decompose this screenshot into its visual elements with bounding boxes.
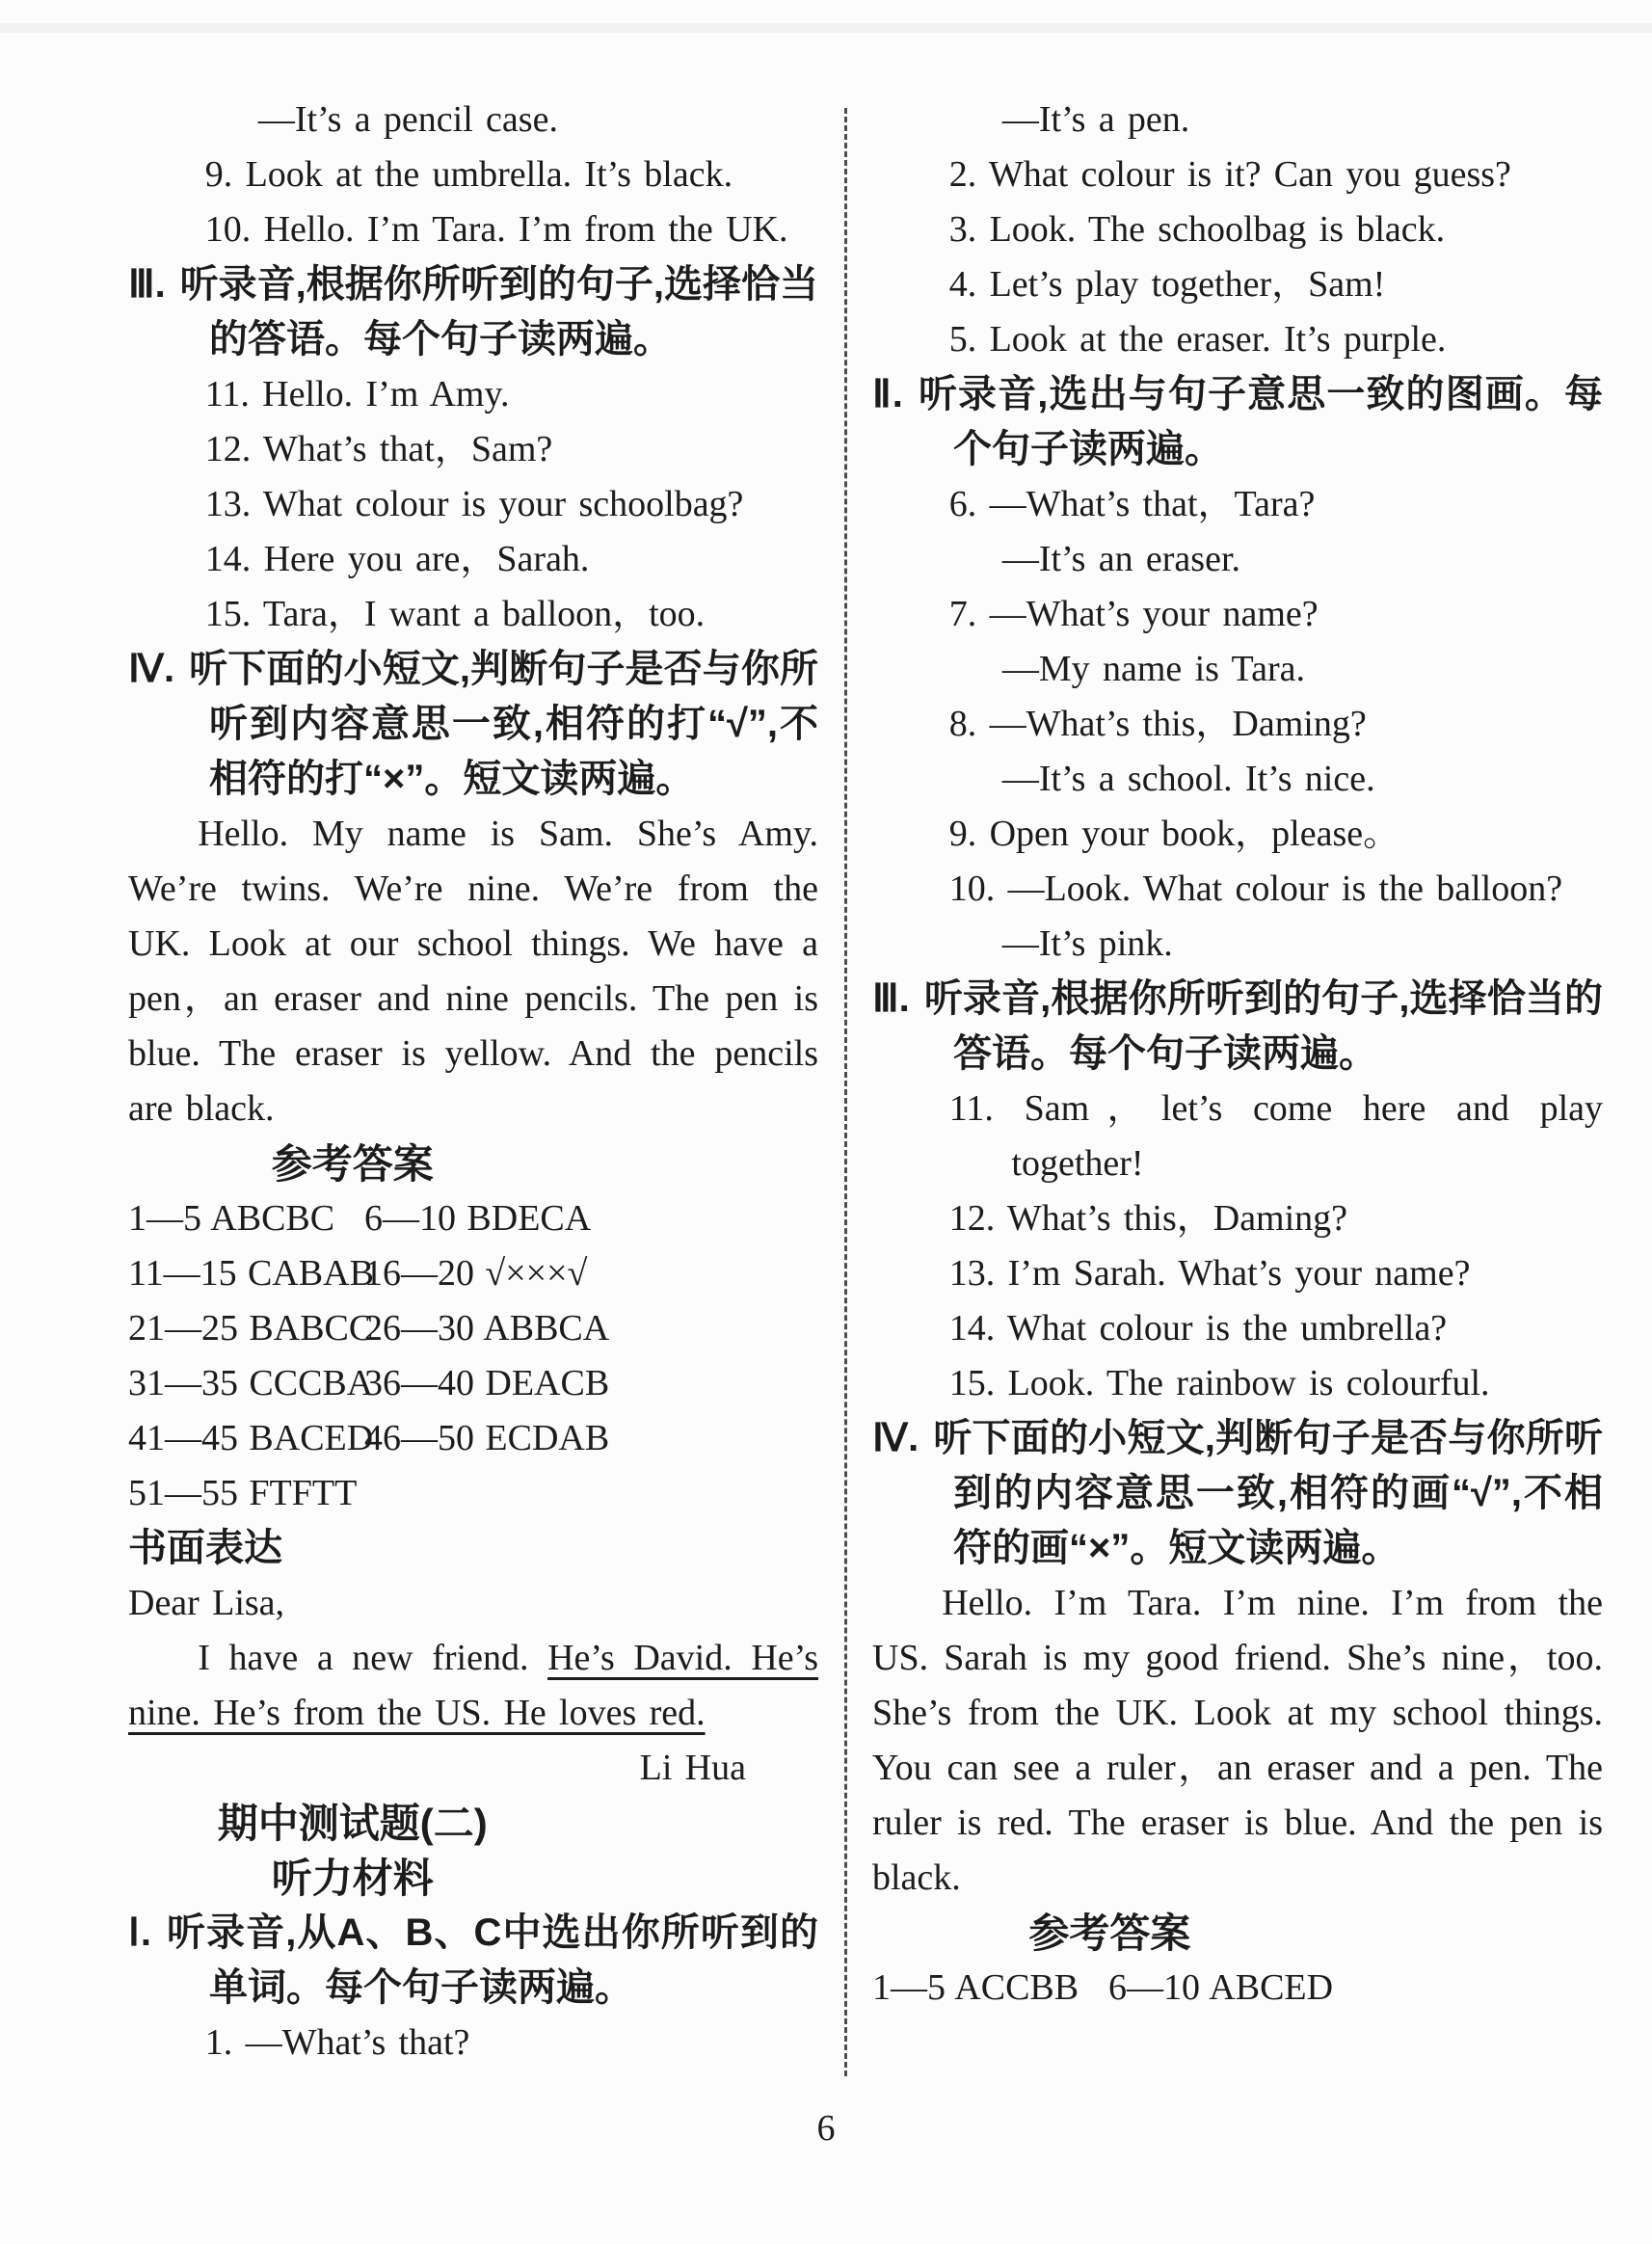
left-column [128,93,818,2070]
answer-cell: 51—55 FTFTT [128,1473,358,1513]
listening-item-11: 11. Hello. I’m Amy. [204,374,510,414]
reference-answers-heading: 参考答案 [271,1141,434,1187]
letter-salutation: Dear Lisa, [128,1583,285,1623]
column-divider [844,108,847,2076]
answer-cell: 36—40 DEACB [364,1363,610,1403]
scan-edge-band [0,23,1652,33]
answer-cell: 31—35 CCCBA [128,1363,374,1403]
listening-material-heading: 听力材料 [271,1856,434,1901]
answer-cell [364,1466,818,1521]
listening-item-4: 4. Let’s play together，Sam! [948,264,1386,305]
answer-cell: 1—5 ABCBC [128,1198,335,1239]
listening-item-15: 15. Look. The rainbow is colourful. [948,1363,1490,1403]
listening-item-6: 6. —What’s that，Tara? [948,484,1316,524]
listening-item-7: 7. —What’s your name? [948,594,1319,634]
dialogue-response-line: —My name is Tara. [1001,649,1305,689]
answer-row [128,1356,818,1411]
answer-row [128,1191,818,1246]
answer-cell: 46—50 ECDAB [364,1418,610,1458]
section-instruction-IV: Ⅳ. 听下面的小短文,判断句子是否与你所听到内容意思一致,相符的打“√”,不相符的打“×”。短文读两遍。 [128,648,818,800]
right-column [872,93,1603,2016]
listening-item-12: 12. What’s this，Daming? [948,1198,1348,1239]
section-instruction-II: Ⅱ. 听录音,选出与句子意思一致的图画。每个句子读两遍。 [872,373,1603,470]
answer-cell: 26—30 ABBCA [364,1308,610,1349]
listening-item-3: 3. Look. The schoolbag is black. [948,209,1446,250]
listening-item-14: 14. Here you are，Sarah. [204,539,590,579]
listening-item-9: 9. Look at the umbrella. It’s black. [204,154,733,195]
page-number: 6 [816,2108,836,2149]
listening-passage: Hello. I’m Tara. I’m nine. I’m from the US. Sarah is my good friend. She’s nine，too. She’s from the UK. Look at my school things. You can see a ruler，an eraser and a pen. The ruler is red. The eraser is blue. And the pen is black. [872,1583,1603,1898]
listening-item-10: 10. —Look. What colour is the balloon? [948,868,1563,909]
listening-item-5: 5. Look at the eraser. It’s purple. [948,319,1447,360]
listening-item-15: 15. Tara，I want a balloon，too. [204,594,706,634]
listening-item-8: 8. —What’s this，Daming? [948,704,1367,744]
section-instruction-III: Ⅲ. 听录音,根据你所听到的句子,选择恰当的答语。每个句子读两遍。 [872,977,1603,1075]
listening-passage: Hello. My name is Sam. She’s Amy. We’re twins. We’re nine. We’re from the UK. Look at our school things. We have a pen，an eraser and nine pencils. The pen is blue. The eraser is yellow. And the pencils are black. [128,814,818,1129]
letter-body [128,1631,818,1741]
answer-row [872,1961,1603,2016]
answer-cell: 6—10 BDECA [364,1198,592,1239]
listening-item-14: 14. What colour is the umbrella? [948,1308,1448,1349]
dialogue-response-line: —It’s pink. [1001,923,1173,964]
dialogue-response-line: —It’s an eraser. [1001,539,1241,579]
answer-cell: 6—10 ABCED [1108,1967,1334,2008]
listening-item-2: 2. What colour is it? Can you guess? [948,154,1511,195]
answer-cell: 1—5 ACCBB [872,1967,1079,2008]
answer-cell: 11—15 CABAB [128,1253,374,1294]
answer-cell: 16—20 √×××√ [364,1253,588,1294]
letter-body-plain: I have a new friend. [198,1638,548,1678]
listening-item-9: 9. Open your book，please。 [948,814,1400,854]
dialogue-response-line: —It’s a school. It’s nice. [1001,759,1375,799]
answer-cell: 21—25 BABCC [128,1308,374,1349]
section-instruction-I: Ⅰ. 听录音,从A、B、C中选出你所听到的单词。每个句子读两遍。 [128,1911,818,2009]
listening-item-13: 13. I’m Sarah. What’s your name? [948,1253,1471,1294]
answer-row [128,1411,818,1466]
reference-answers-heading: 参考答案 [1028,1910,1191,1956]
section-instruction-IV: Ⅳ. 听下面的小短文,判断句子是否与你所听到的内容意思一致,相符的画“√”,不相符的画“×”。短文读两遍。 [872,1417,1603,1569]
listening-item-13: 13. What colour is your schoolbag? [204,484,744,524]
listening-item-1: 1. —What’s that? [204,2022,470,2063]
listening-item-12: 12. What’s that，Sam? [204,429,553,469]
letter-signature: Li Hua [639,1748,746,1788]
midterm-test-2-heading: 期中测试题(二) [217,1801,488,1846]
letter-body-underlined: He’s David. He’s nine. He’s from the US. He loves red. [128,1638,818,1733]
answer-row [128,1466,818,1521]
answer-row [128,1301,818,1356]
listening-item-10: 10. Hello. I’m Tara. I’m from the UK. [204,209,788,250]
dialogue-response-line: —It’s a pencil case. [257,99,558,140]
listening-item-11: 11. Sam，let’s come here and play together! [948,1088,1603,1184]
section-instruction-III: Ⅲ. 听录音,根据你所听到的句子,选择恰当的答语。每个句子读两遍。 [128,263,818,361]
written-expression-heading: 书面表达 [128,1527,282,1569]
dialogue-response-line: —It’s a pen. [1001,99,1190,140]
answer-row [128,1246,818,1301]
answer-cell: 41—45 BACED [128,1418,374,1458]
